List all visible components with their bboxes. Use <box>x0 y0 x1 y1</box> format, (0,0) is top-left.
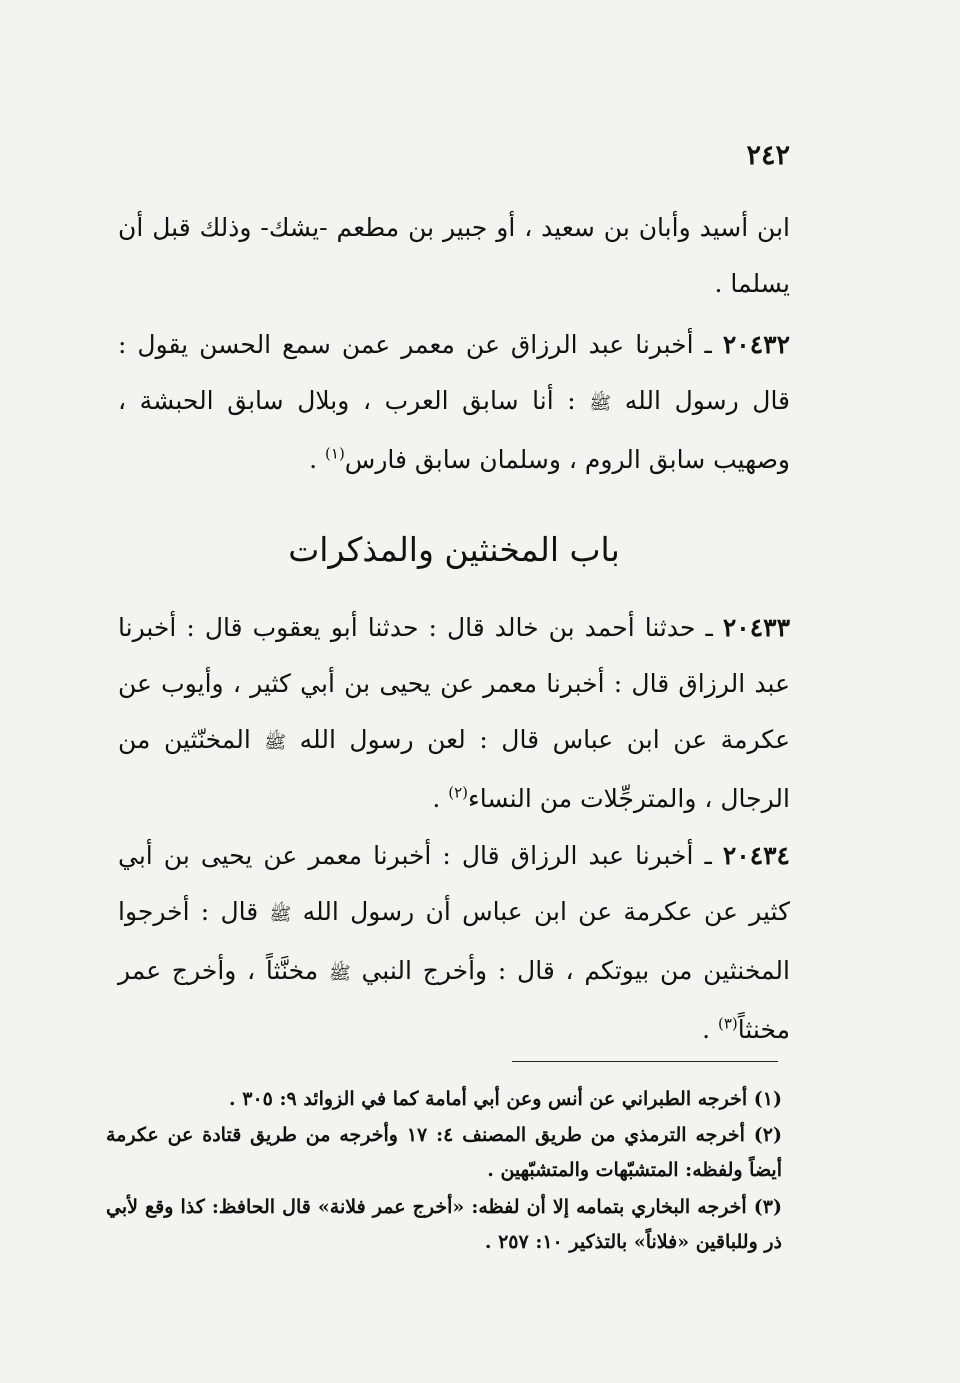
salawat-icon: ﷺ <box>328 963 351 984</box>
hadith-dash: ـ <box>705 613 713 642</box>
footnote-ref: (٣) <box>717 1014 738 1033</box>
hadith-20433 <box>118 600 790 827</box>
hadith-text: : أنا سابق العرب ، وبلال سابق الحبشة ، وصهيب سابق الروم ، وسلمان سابق فارس <box>118 386 790 474</box>
hadith-end: . <box>702 1015 711 1044</box>
hadith-end: . <box>432 784 441 813</box>
footnote-3: (٣) أخرجه البخاري بتمامه إلا أن لفظه: «أخرج عمر فلانة» قال الحافظ: كذا وقع لأبي ذر وللباقين «فلاناً» بالتذكير ١٠: ٢٥٧ . <box>106 1196 782 1253</box>
salawat-icon: ﷺ <box>264 732 287 753</box>
chapter-heading: باب المخنثين والمذكرات <box>288 530 620 569</box>
hadith-dash: ـ <box>704 841 712 870</box>
footnote-1: (١) أخرجه الطبراني عن أنس وعن أبي أمامة كما في الزوائد ٩: ٣٠٥ . <box>229 1088 782 1110</box>
footnote-ref: (٢) <box>448 783 468 802</box>
hadith-number: ٢٠٤٣٢ <box>722 330 790 359</box>
footnote-divider <box>512 1061 778 1062</box>
hadith-text: مخنَّثاً ، وأخرج عمر مخنثاً <box>118 956 790 1044</box>
hadith-text: المخنّثين من الرجال ، والمترجِّلات من النساء <box>118 725 790 813</box>
hadith-text: أخبرنا عبد الرزاق قال : أخبرنا معمر عن يحيى بن أبي كثير عن عكرمة عن ابن عباس أن رسول الله <box>118 841 791 926</box>
hadith-dash: ـ <box>704 330 712 359</box>
hadith-20432 <box>118 317 790 488</box>
salawat-icon: ﷺ <box>589 393 612 414</box>
paragraph-continuation <box>118 200 790 312</box>
hadith-text: قال : أخرجوا المخنثين من بيوتكم ، قال : وأخرج النبي <box>118 897 790 985</box>
hadith-text: حدثنا أحمد بن خالد قال : حدثنا أبو يعقوب قال : أخبرنا عبد الرزاق قال : أخبرنا معمر عن يحيى بن أبي كثير ، وأيوب عن عكرمة عن ابن عباس قال : لعن رسول الله <box>118 613 790 754</box>
paragraph-text: ابن أسيد وأبان بن سعيد ، أو جبير بن مطعم -يشك- وذلك قبل أن يسلما . <box>118 213 790 298</box>
hadith-20434 <box>118 828 790 1058</box>
footnote-ref: (١) <box>325 444 345 463</box>
hadith-text: أخبرنا عبد الرزاق عن معمر عمن سمع الحسن يقول : قال رسول الله <box>118 330 791 415</box>
footnote-2: (٢) أخرجه الترمذي من طريق المصنف ٤: ١٧ وأخرجه من طريق قتادة عن عكرمة أيضاً ولفظه: المتشبّهات والمتشبّهين . <box>106 1124 782 1181</box>
hadith-end: . <box>309 445 318 474</box>
salawat-icon: ﷺ <box>269 904 292 925</box>
hadith-number: ٢٠٤٣٤ <box>722 841 790 870</box>
page-number: ٢٤٢ <box>746 140 790 171</box>
hadith-number: ٢٠٤٣٣ <box>722 613 790 642</box>
